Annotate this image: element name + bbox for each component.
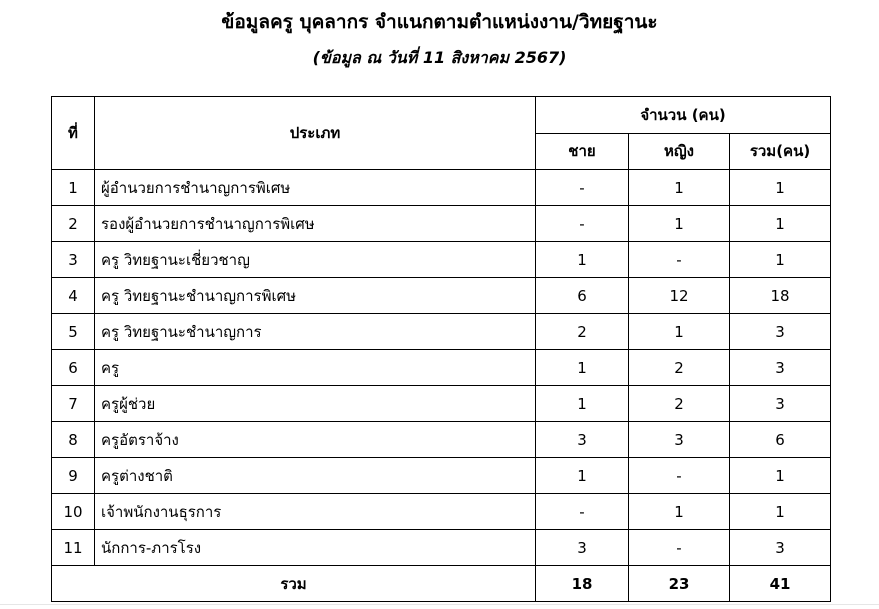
row-total: 6 (730, 422, 831, 458)
header-type: ประเภท (95, 97, 536, 170)
table-row (52, 170, 831, 206)
row-no: 2 (52, 206, 95, 242)
page-title: ข้อมูลครู บุคลากร จำแนกตามตำแหน่งงาน/วิทยฐานะ (221, 11, 658, 33)
summary-male: 18 (536, 566, 629, 602)
row-female: 1 (629, 170, 730, 206)
row-male: - (536, 170, 629, 206)
row-type: ผู้อำนวยการชำนาญการพิเศษ (95, 170, 536, 206)
row-male: 6 (536, 278, 629, 314)
table-row (52, 494, 831, 530)
table-row (52, 422, 831, 458)
header-total: รวม(คน) (730, 133, 831, 170)
row-type: นักการ-ภารโรง (95, 530, 536, 566)
table-row (52, 242, 831, 278)
row-total: 3 (730, 350, 831, 386)
row-female: - (629, 458, 730, 494)
row-type: ครู วิทยฐานะเชี่ยวชาญ (95, 242, 536, 278)
row-male: 1 (536, 458, 629, 494)
row-female: 2 (629, 350, 730, 386)
row-total: 1 (730, 458, 831, 494)
row-female: 1 (629, 494, 730, 530)
table-row (52, 458, 831, 494)
row-no: 1 (52, 170, 95, 206)
row-male: 3 (536, 422, 629, 458)
row-no: 5 (52, 314, 95, 350)
row-male: 1 (536, 386, 629, 422)
row-no: 11 (52, 530, 95, 566)
row-type: ครูผู้ช่วย (95, 386, 536, 422)
row-no: 7 (52, 386, 95, 422)
page-subtitle: (ข้อมูล ณ วันที่ 11 สิงหาคม 2567) (312, 48, 567, 67)
row-no: 10 (52, 494, 95, 530)
header-count-group: จำนวน (คน) (536, 97, 831, 134)
row-male: 2 (536, 314, 629, 350)
row-type: เจ้าพนักงานธุรการ (95, 494, 536, 530)
row-no: 8 (52, 422, 95, 458)
row-total: 3 (730, 314, 831, 350)
row-total: 1 (730, 494, 831, 530)
staff-table (51, 96, 831, 602)
header-female: หญิง (629, 133, 730, 170)
summary-label: รวม (52, 566, 536, 602)
row-female: 1 (629, 206, 730, 242)
row-female: 12 (629, 278, 730, 314)
row-female: 1 (629, 314, 730, 350)
summary-total: 41 (730, 566, 831, 602)
row-type: ครู (95, 350, 536, 386)
row-no: 9 (52, 458, 95, 494)
row-type: ครูอัตราจ้าง (95, 422, 536, 458)
row-type: ครูต่างชาติ (95, 458, 536, 494)
table-row (52, 350, 831, 386)
row-total: 18 (730, 278, 831, 314)
row-total: 3 (730, 530, 831, 566)
row-no: 4 (52, 278, 95, 314)
row-type: รองผู้อำนวยการชำนาญการพิเศษ (95, 206, 536, 242)
row-female: - (629, 530, 730, 566)
summary-row (52, 566, 831, 602)
table-row (52, 386, 831, 422)
row-female: 2 (629, 386, 730, 422)
row-type: ครู วิทยฐานะชำนาญการ (95, 314, 536, 350)
row-no: 3 (52, 242, 95, 278)
table-row (52, 530, 831, 566)
row-total: 1 (730, 170, 831, 206)
row-male: 1 (536, 242, 629, 278)
header-male: ชาย (536, 133, 629, 170)
table-row (52, 206, 831, 242)
header-no: ที่ (52, 97, 95, 170)
row-male: - (536, 494, 629, 530)
row-total: 3 (730, 386, 831, 422)
row-type: ครู วิทยฐานะชำนาญการพิเศษ (95, 278, 536, 314)
row-male: 1 (536, 350, 629, 386)
row-no: 6 (52, 350, 95, 386)
row-female: - (629, 242, 730, 278)
row-female: 3 (629, 422, 730, 458)
row-male: - (536, 206, 629, 242)
row-total: 1 (730, 242, 831, 278)
row-male: 3 (536, 530, 629, 566)
bottom-divider (0, 604, 879, 605)
table-row (52, 314, 831, 350)
row-total: 1 (730, 206, 831, 242)
summary-female: 23 (629, 566, 730, 602)
table-row (52, 278, 831, 314)
